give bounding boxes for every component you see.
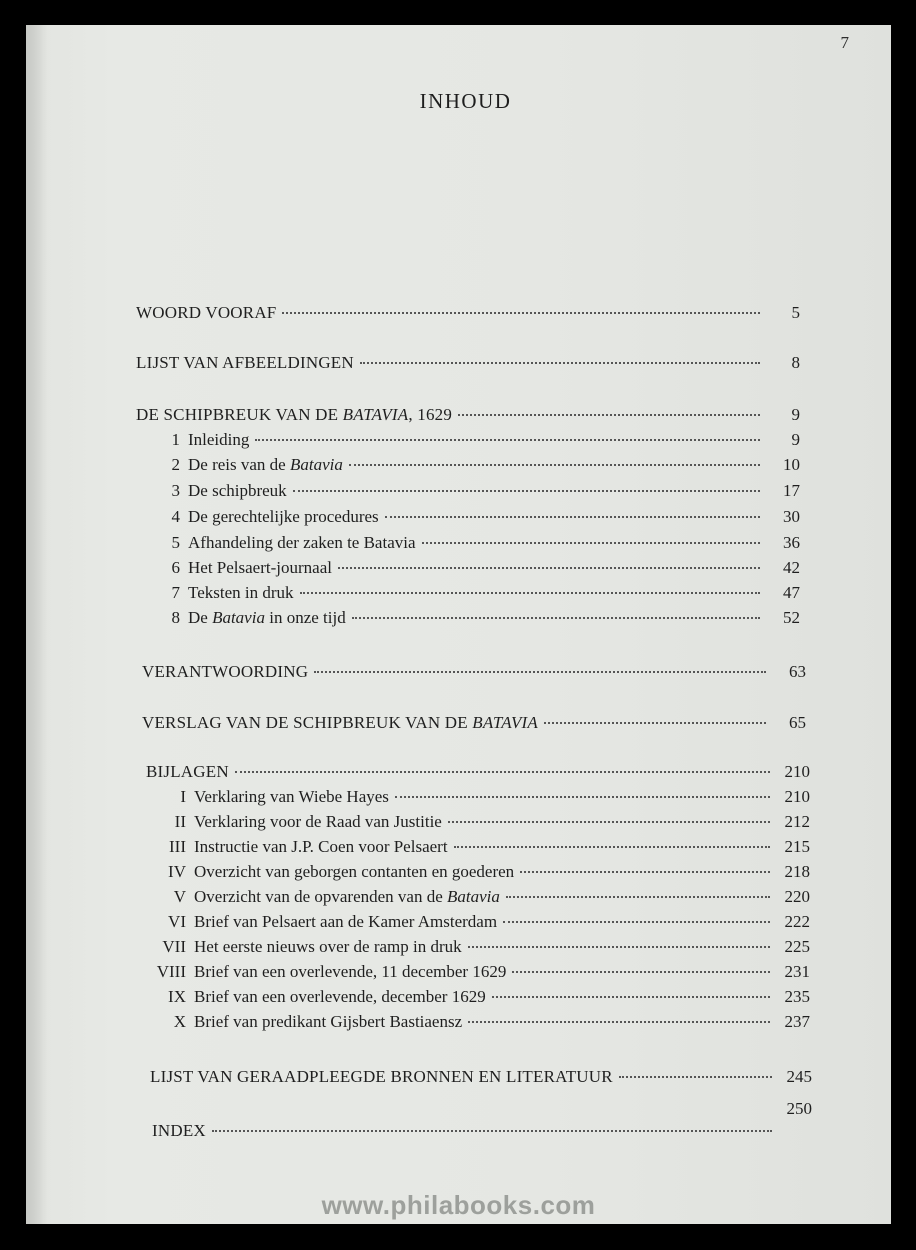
toc-subentry[interactable] — [142, 533, 800, 553]
toc-item-number: II — [174, 812, 186, 831]
toc-item-number: 8 — [171, 608, 180, 627]
toc-page-ref: 5 — [791, 303, 800, 322]
toc-page-ref: 10 — [783, 455, 800, 474]
dot-leader — [235, 771, 770, 773]
toc-entry-title: Instructie van J.P. Coen voor Pelsaert — [194, 837, 448, 856]
toc-page-ref: 9 — [791, 430, 800, 449]
toc-page-ref: 218 — [784, 862, 810, 881]
toc-page-ref: 8 — [791, 353, 800, 372]
toc-entry-bronnen[interactable] — [150, 1067, 812, 1087]
toc-page-ref: 250 — [786, 1099, 812, 1118]
toc-entry-schipbreuk[interactable] — [136, 405, 800, 425]
toc-item-number: III — [169, 837, 186, 856]
toc-page-ref: 235 — [784, 987, 810, 1006]
dot-leader — [314, 671, 766, 673]
toc-item-number: VII — [162, 937, 186, 956]
toc-subentry[interactable] — [142, 481, 800, 501]
toc-item-number: 6 — [171, 558, 180, 577]
toc-appendix-entry[interactable] — [148, 862, 810, 882]
toc-page-ref: 222 — [784, 912, 810, 931]
toc-entry-title: De Batavia in onze tijd — [188, 608, 346, 627]
toc-item-number: V — [173, 887, 186, 906]
toc-item-number: 4 — [171, 507, 180, 526]
dot-leader — [212, 1130, 772, 1132]
dot-leader — [349, 464, 760, 466]
dot-leader — [360, 362, 760, 364]
toc-subentry[interactable] — [142, 507, 800, 527]
dot-leader — [385, 516, 760, 518]
toc-appendix-entry[interactable] — [148, 837, 810, 857]
toc-entry-title: Brief van een overlevende, 11 december 1629 — [194, 962, 507, 981]
toc-entry-title: Brief van een overlevende, december 1629 — [194, 987, 486, 1006]
toc-page-ref: 210 — [784, 787, 810, 806]
dot-leader — [468, 1021, 770, 1023]
toc-entry-title: De reis van de Batavia — [188, 455, 343, 474]
dot-leader — [619, 1076, 772, 1078]
toc-entry-title: WOORD VOORAF — [136, 303, 277, 322]
toc-page-ref: 36 — [783, 533, 800, 552]
toc-entry-title: DE SCHIPBREUK VAN DE BATAVIA, 1629 — [136, 405, 453, 424]
toc-entry-title: Afhandeling der zaken te Batavia — [188, 533, 416, 552]
toc-entry-title: Overzicht van de opvarenden van de Batavia — [194, 887, 500, 906]
toc-entry-title: INDEX — [152, 1121, 206, 1140]
toc-item-number: VI — [168, 912, 186, 931]
dot-leader — [544, 722, 766, 724]
toc-item-number: VIII — [156, 962, 186, 981]
toc-entry-title: Brief van predikant Gijsbert Bastiaensz — [194, 1012, 463, 1031]
toc-page-ref: 225 — [784, 937, 810, 956]
toc-appendix-entry[interactable] — [148, 962, 810, 982]
dot-leader — [503, 921, 770, 923]
toc-subentry[interactable] — [142, 558, 800, 578]
toc-appendix-entry[interactable] — [148, 987, 810, 1007]
toc-entry-title: Brief van Pelsaert aan de Kamer Amsterdam — [194, 912, 498, 931]
toc-appendix-entry[interactable] — [148, 787, 810, 807]
dot-leader — [338, 567, 760, 569]
dot-leader — [293, 490, 760, 492]
toc-entry-title: BIJLAGEN — [146, 762, 229, 781]
toc-entry-title: VERANTWOORDING — [142, 662, 309, 681]
toc-entry-title: LIJST VAN GERAADPLEEGDE BRONNEN EN LITERATUUR — [150, 1067, 613, 1086]
toc-entry-verslag[interactable] — [142, 713, 806, 733]
dot-leader — [352, 617, 760, 619]
toc-entry-title: Verklaring voor de Raad van Justitie — [194, 812, 442, 831]
toc-entry-woord-vooraf[interactable] — [136, 303, 800, 323]
toc-page-ref: 65 — [789, 713, 806, 732]
toc-entry-afbeeldingen[interactable] — [136, 353, 800, 373]
toc-page-ref: 52 — [783, 608, 800, 627]
toc-item-number: 2 — [171, 455, 180, 474]
toc-appendix-entry[interactable] — [148, 937, 810, 957]
dot-leader — [512, 971, 770, 973]
dot-leader — [422, 542, 760, 544]
toc-entry-title: De gerechtelijke procedures — [188, 507, 379, 526]
toc-entry-title: Overzicht van geborgen contanten en goederen — [194, 862, 515, 881]
toc-page-ref: 212 — [784, 812, 810, 831]
toc-subentry[interactable] — [142, 583, 800, 603]
dot-leader — [255, 439, 760, 441]
dot-leader — [492, 996, 770, 998]
dot-leader — [458, 414, 760, 416]
toc-page-ref: 63 — [789, 662, 806, 681]
page-title: INHOUD — [419, 89, 512, 113]
toc-entry-title: VERSLAG VAN DE SCHIPBREUK VAN DE BATAVIA — [142, 713, 538, 732]
dot-leader — [506, 896, 770, 898]
toc-entry-title: Verklaring van Wiebe Hayes — [194, 787, 389, 806]
toc-entry-title: Het Pelsaert-journaal — [188, 558, 332, 577]
toc-page-ref: 210 — [784, 762, 810, 781]
dot-leader — [454, 846, 770, 848]
toc-entry-bijlagen[interactable] — [146, 762, 810, 782]
toc-page-ref: 9 — [791, 405, 800, 424]
toc-page-ref: 17 — [783, 481, 800, 500]
dot-leader — [282, 312, 760, 314]
book-page — [26, 25, 891, 1224]
toc-item-number: X — [173, 1012, 186, 1031]
toc-subentry[interactable] — [142, 430, 800, 450]
toc-item-number: 3 — [171, 481, 180, 500]
toc-page-ref: 215 — [784, 837, 810, 856]
toc-item-number: IX — [168, 987, 186, 1006]
toc-entry-title: Het eerste nieuws over de ramp in druk — [194, 937, 462, 956]
toc-page-ref: 231 — [784, 962, 810, 981]
toc-page-ref: 237 — [784, 1012, 810, 1031]
toc-item-number: 7 — [171, 583, 180, 602]
toc-appendix-entry[interactable] — [148, 1012, 810, 1032]
toc-appendix-entry[interactable] — [148, 812, 810, 832]
toc-item-number: 1 — [171, 430, 180, 449]
toc-entry-index[interactable] — [152, 1099, 812, 1141]
dot-leader — [448, 821, 770, 823]
toc-entry-verantwoording[interactable] — [142, 662, 806, 682]
toc-subentry[interactable] — [142, 608, 800, 628]
toc-appendix-entry[interactable] — [148, 887, 810, 907]
dot-leader — [300, 592, 760, 594]
dot-leader — [468, 946, 770, 948]
dot-leader — [395, 796, 770, 798]
toc-entry-title: De schipbreuk — [188, 481, 287, 500]
dot-leader — [520, 871, 770, 873]
toc-page-ref: 47 — [783, 583, 800, 602]
toc-item-number: IV — [168, 862, 186, 881]
toc-item-number: 5 — [171, 533, 180, 552]
toc-page-ref: 42 — [783, 558, 800, 577]
table-of-contents — [26, 25, 891, 1224]
toc-page-ref: 30 — [783, 507, 800, 526]
toc-item-number: I — [180, 787, 186, 806]
watermark: www.philabooks.com — [321, 1190, 596, 1220]
toc-appendix-entry[interactable] — [148, 912, 810, 932]
toc-page-ref: 245 — [786, 1067, 812, 1086]
page-number: 7 — [840, 33, 849, 52]
toc-page-ref: 220 — [784, 887, 810, 906]
toc-subentry[interactable] — [142, 455, 800, 475]
toc-entry-title: LIJST VAN AFBEELDINGEN — [136, 353, 354, 372]
toc-entry-title: Inleiding — [188, 430, 250, 449]
toc-entry-title: Teksten in druk — [188, 583, 294, 602]
